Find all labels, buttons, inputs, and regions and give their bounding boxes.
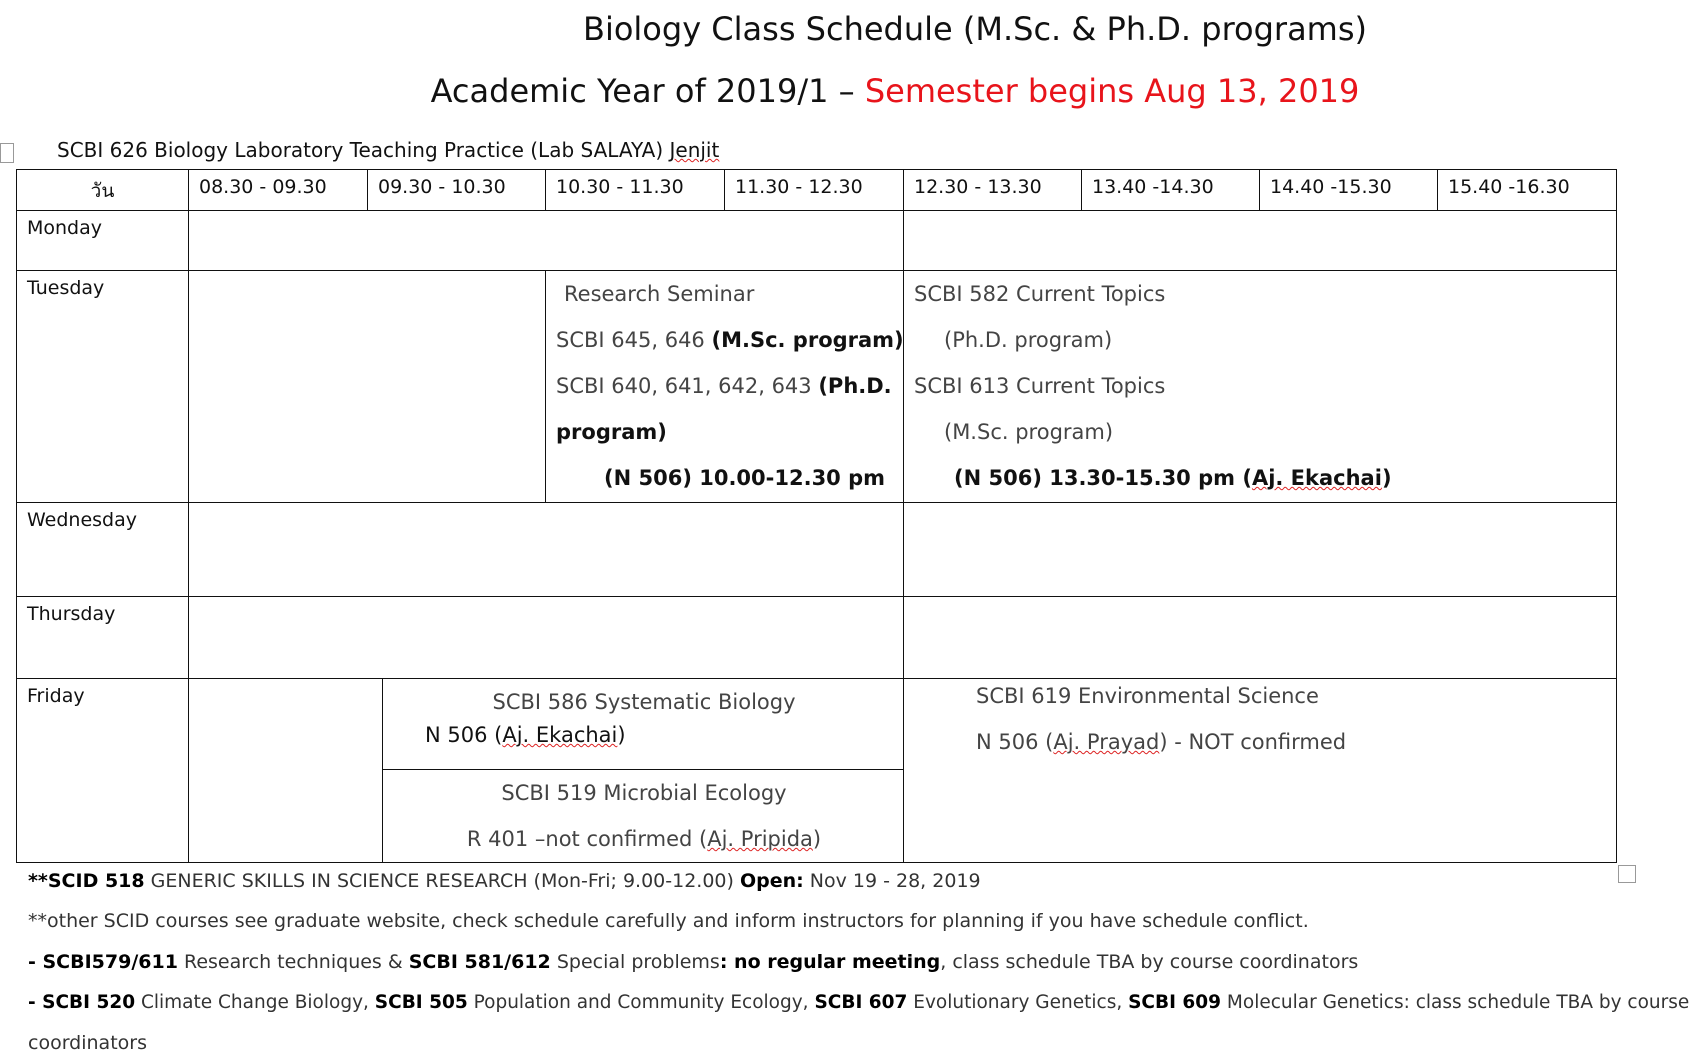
academic-year: Academic Year of 2019/1 – [430,72,865,110]
header-slot: 13.40 -14.30 [1081,169,1260,211]
paren: ) [1381,466,1392,490]
topics-613: SCBI 613 Current Topics [914,374,1166,398]
sys-room [425,715,626,755]
note-scid518 [28,870,981,892]
n3-code1: - SCBI579/611 [28,951,178,973]
seminar-room-time: (N 506) 10.00-12.30 pm [604,466,886,490]
friday-systematic-biology [382,678,904,770]
n3-text2: Special problems [550,951,720,973]
day-thursday: Thursday [16,596,189,679]
table-move-handle-icon[interactable] [0,143,14,163]
sys-room-text: N 506 ( [425,723,503,747]
header-slot: 08.30 - 09.30 [188,169,368,211]
n4-c3: SCBI 607 [814,992,908,1013]
header-slot: 11.30 - 12.30 [724,169,904,211]
semester-start: Semester begins Aug 13, 2019 [864,72,1360,110]
friday-environmental-science [903,678,1617,863]
env-room [976,719,1346,765]
seminar-phd [556,363,892,409]
note-electives [28,992,1689,1013]
friday-early [188,678,383,863]
header-slot: 14.40 -15.30 [1259,169,1438,211]
n1-dates: Nov 19 - 28, 2019 [803,870,981,892]
topics-582: SCBI 582 Current Topics [914,282,1166,306]
day-friday: Friday [16,678,189,863]
env-instructor: Aj. Prayad [1053,730,1160,754]
n4-t1: Climate Change Biology, [135,992,375,1013]
seminar-phd-program-cont: program) [556,420,667,444]
n4-c2: SCBI 505 [374,992,468,1013]
paren: ) [812,827,822,851]
n4-t4: Molecular Genetics: class schedule TBA by course [1221,992,1690,1013]
table-resize-handle-icon[interactable] [1618,865,1636,883]
caption-text: SCBI 626 Biology Laboratory Teaching Practice (Lab SALAYA) [57,138,670,162]
n4-t2: Population and Community Ecology, [467,992,815,1013]
thursday-morning [188,596,904,679]
header-slot: 09.30 - 10.30 [367,169,546,211]
n4-t3: Evolutionary Genetics, [907,992,1129,1013]
sys-title: SCBI 586 Systematic Biology [492,690,796,714]
header-slot: 10.30 - 11.30 [545,169,725,211]
day-wednesday: Wednesday [16,502,189,597]
n1-open: Open: [739,870,804,892]
n1-text: GENERIC SKILLS IN SCIENCE RESEARCH (Mon-Fri; 9.00-12.00) [144,870,740,892]
tuesday-research-seminar [545,270,904,503]
note-other-scid: **other SCID courses see graduate website, check schedule carefully and inform instructors for planning if you have schedule conflict. [28,910,1309,932]
topics-613-program: (M.Sc. program) [944,420,1114,444]
seminar-title: Research Seminar [564,282,755,306]
topics-582-program: (Ph.D. program) [944,328,1113,352]
seminar-phd-codes: SCBI 640, 641, 642, 643 [556,374,819,398]
micro-room-text: R 401 –not confirmed ( [466,827,708,851]
n1-code: **SCID 518 [28,870,145,892]
header-slot: 15.40 -16.30 [1437,169,1617,211]
micro-room [383,816,905,862]
tuesday-current-topics [903,270,1617,503]
sys-instructor: Aj. Ekachai [502,723,618,747]
day-tuesday: Tuesday [16,270,189,503]
header-slot: 12.30 - 13.30 [903,169,1082,211]
env-status: ) - NOT confirmed [1159,730,1347,754]
n3-text1: Research techniques & [177,951,409,973]
page-subtitle [0,72,1703,110]
micro-instructor: Aj. Pripida [707,827,813,851]
env-title: SCBI 619 Environmental Science [976,684,1319,708]
paren: ) [617,723,626,747]
note-research [28,951,1358,973]
wednesday-afternoon [903,502,1617,597]
thursday-afternoon [903,596,1617,679]
topics-instructor: Aj. Ekachai [1251,466,1382,490]
friday-microbial-ecology [382,769,904,863]
note-electives-cont: coordinators [28,1032,147,1054]
n3-tba: , class schedule TBA by course coordinators [940,951,1359,973]
n3-no-meeting: : no regular meeting [719,951,941,973]
seminar-msc-program: (M.Sc. program) [711,328,904,352]
env-room-text: N 506 ( [976,730,1054,754]
page-title: Biology Class Schedule (M.Sc. & Ph.D. programs) [582,10,1367,48]
topics-time: (N 506) 13.30-15.30 pm ( [954,466,1252,490]
tuesday-early [188,270,546,503]
micro-title: SCBI 519 Microbial Ecology [501,781,787,805]
wednesday-morning [188,502,904,597]
header-day: วัน [16,169,189,211]
n4-c4: SCBI 609 [1128,992,1222,1013]
seminar-phd-program: (Ph.D. [818,374,892,398]
topics-room-time [954,455,1392,501]
caption-instructor: Jenjit [669,138,720,162]
monday-morning [188,210,904,271]
day-monday: Monday [16,210,189,271]
seminar-msc-codes: SCBI 645, 646 [556,328,712,352]
n3-code2: SCBI 581/612 [408,951,551,973]
monday-afternoon [903,210,1617,271]
seminar-msc [556,317,904,363]
table-caption [57,138,719,162]
n4-c1: - SCBI 520 [28,992,136,1013]
